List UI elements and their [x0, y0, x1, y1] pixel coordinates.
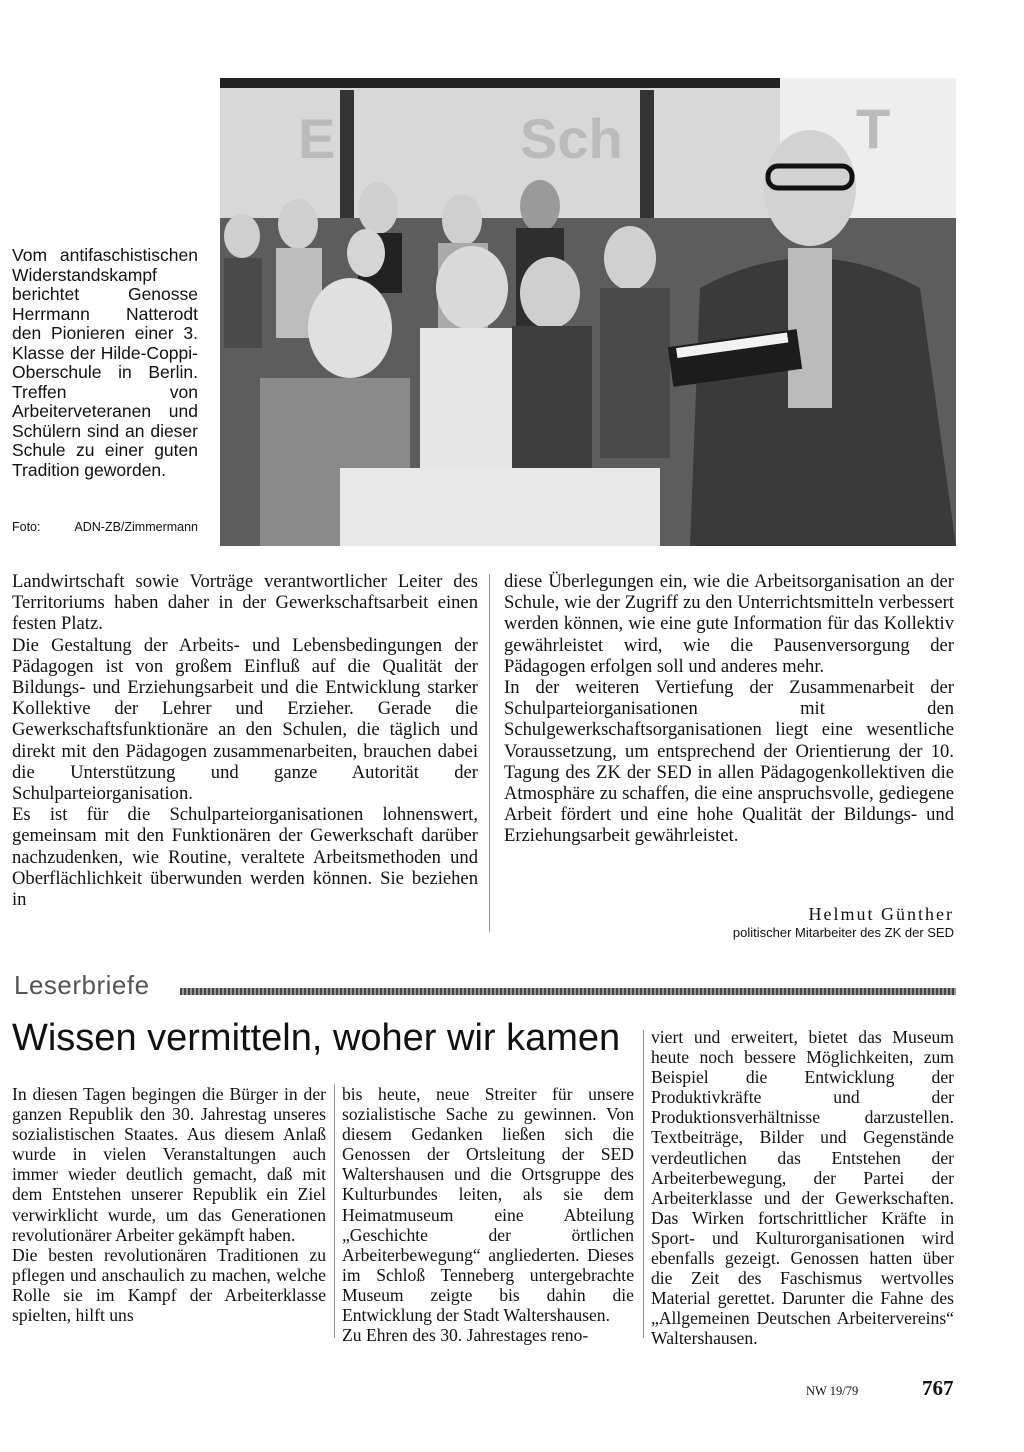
- photo-credit: [12, 520, 198, 535]
- section-rule: [180, 988, 956, 995]
- classroom-photo-drawing: [220, 78, 956, 546]
- section-label: Leserbriefe: [14, 970, 150, 1000]
- board-letter-2: Sch: [520, 107, 623, 170]
- article-paragraph: diese Überlegungen ein, wie die Arbeitsorganisation an der Schule, wie der Zugriff zu den Unterrichtsmitteln verbessert werden können, wie eine gute Information für das Kollektiv gewährleistet wird, wie die Pausenversorgung der Pädagogen erfolgen soll und anderes mehr.: [504, 571, 954, 677]
- column-divider: [489, 574, 490, 932]
- letter-column-1: [12, 1084, 326, 1325]
- column-divider: [334, 1084, 335, 1338]
- author-role: politischer Mitarbeiter des ZK der SED: [732, 925, 954, 940]
- letter-paragraph: Die besten revolutionären Traditionen zu pflegen und anschaulich zu machen, welche Rolle sie im Kampf der Arbeiterklasse spielten, hilft uns: [12, 1244, 326, 1326]
- letter-headline: Wissen vermitteln, woher wir kamen: [12, 1017, 621, 1059]
- author-name: Helmut Günther: [808, 904, 954, 924]
- article-paragraph: Es ist für die Schulparteiorganisationen lohnenswert, gemeinsam mit den Funktionären der Gewerkschaft darüber nachzudenken, wie Routine, veraltete Arbeitsmethoden und Oberflächlichkeit überwunden werden können. Sie beziehen in: [12, 804, 478, 911]
- board-letter-1: E: [298, 107, 336, 170]
- pupil-center: [436, 246, 508, 330]
- article-paragraph: Landwirtschaft sowie Vorträge verantwortlicher Leiter des Territoriums haben daher in der Gewerkschaftsarbeit einen festen Platz.: [12, 571, 478, 635]
- letter-paragraph: In diesen Tagen begingen die Bürger in der ganzen Republik den 30. Jahrestag unseres sozialistischen Staates. Aus diesem Anlaß wurde in vielen Veranstaltungen auch immer wieder deutlich gemacht, daß mit dem Entstehen unserer Republik ein Ziel verwirklicht wurde, um das Generationen revolutionärer Arbeiter gekämpft haben.: [12, 1084, 326, 1245]
- letter-paragraph: viert und erweitert, bietet das Museum heute noch bessere Möglichkeiten, zum Beispiel die Entwicklung der Produktivkräfte und der Produktionsverhältnisse darzustellen. Textbeiträge, Bilder und Gegenstände verdeutlichen das Entstehen der Arbeiterbewegung, der Partei der Arbeiterklasse und der Gewerkschaften. Das Wirken fortschrittlicher Kräfte in Sport- und Kulturorganisationen wird ebenfalls gezeigt. Genossen hatten über die Zeit des Faschismus wertvolles Material gerettet. Darunter die Fahne des „Allgemeinen Deutschen Arbeitervereins“ Waltershausen.: [651, 1027, 954, 1349]
- photo-credit-label: Foto:: [12, 520, 41, 534]
- page-number: 767: [922, 1376, 954, 1400]
- pupil-front: [308, 278, 392, 378]
- column-divider: [643, 1030, 644, 1338]
- classroom-photo: [220, 78, 956, 546]
- letter-column-2: [342, 1084, 634, 1345]
- board-letter-3: T: [856, 97, 891, 160]
- article-paragraph: In der weiteren Vertiefung der Zusammenarbeit der Schulparteiorganisationen mit den Schulgewerkschaftsorganisationen liegt eine wesentliche Voraussetzung, um entsprechend der Orientierung der 10. Tagung des ZK der SED in allen Pädagogenkollektiven die Atmosphäre zu schaffen, die eine anspruchsvolle, gediegene Arbeit fördert und eine hohe Qualität der Bildungs- und Erziehungsarbeit gewährleistet.: [504, 677, 954, 847]
- letter-paragraph: Zu Ehren des 30. Jahrestages reno-: [342, 1325, 589, 1346]
- article-column-left: [12, 571, 478, 910]
- photo-caption: Vom antifaschistischen Widerstandskampf berichtet Genosse Herrmann Natterodt den Pionieren einer 3. Klasse der Hilde-Coppi-Oberschule in Berlin. Treffen von Arbeiterveteranen und Schülern sind an dieser Schule zu einer guten Tradition geworden.: [12, 245, 198, 480]
- letter-column-3: [651, 1027, 954, 1349]
- article-column-right: [504, 571, 954, 847]
- letter-paragraph: bis heute, neue Streiter für unsere sozialistische Sache zu gewinnen. Von diesem Gedanken ließen sich die Genossen der Ortsleitung der SED Waltershausen und die Ortsgruppe des Kulturbundes leiten, als sie dem Heimatmuseum eine Abteilung „Geschichte der örtlichen Arbeiterbewegung“ angliederten. Dieses im Schloß Tenneberg untergebrachte Museum zeigte bis dahin die Entwicklung der Stadt Waltershausen.: [342, 1084, 634, 1326]
- photo-credit-name: ADN-ZB/Zimmermann: [74, 520, 198, 534]
- issue-code: NW 19/79: [806, 1384, 859, 1398]
- article-paragraph: Die Gestaltung der Arbeits- und Lebensbedingungen der Pädagogen ist von großem Einfluß auf die Qualität der Bildungs- und Erziehungsarbeit und die Entwicklung starker Kollektive der Lehrer und Erzieher. Gerade die Gewerkschaftsfunktionäre an den Schulen, die täglich und direkt mit den Pädagogen zusammenarbeiten, brauchen dabei die Unterstützung und ganze Autorität der Schulparteiorganisation.: [12, 634, 478, 805]
- school-desk: [340, 468, 660, 546]
